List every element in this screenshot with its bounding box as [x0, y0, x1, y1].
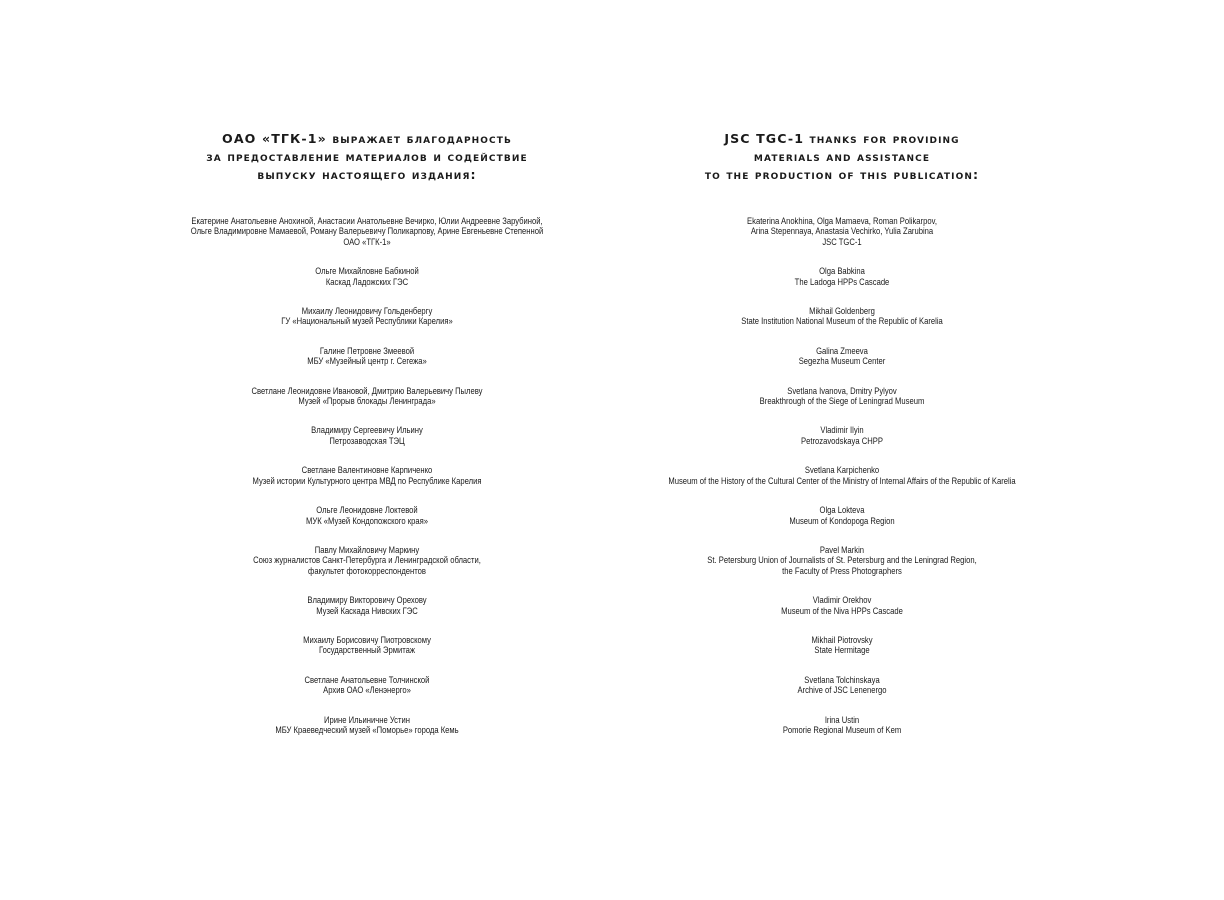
entry-line: Ольге Михайловне Бабкиной: [315, 266, 419, 277]
entry-line: Galina Zmeeva: [816, 345, 868, 356]
entry-line: Mikhail Piotrovsky: [811, 634, 873, 645]
entry-line: Museum of Kondopoga Region: [789, 515, 895, 526]
entry-line: Владимиру Сергеевичу Ильину: [311, 425, 423, 436]
entry-line: Olga Lokteva: [819, 505, 865, 516]
entry-line: ОАО «ТГК-1»: [343, 236, 391, 247]
entry-line: МБУ «Музейный центр г. Сегежа»: [307, 356, 427, 367]
entry-line: Svetlana Ivanova, Dmitry Pylyov: [787, 385, 897, 396]
russian-heading-line: выпуску настоящего издания:: [257, 167, 477, 182]
entry-line: Vladimir Ilyin: [820, 425, 864, 436]
entry-line: МБУ Краеведческий музей «Поморье» города Кемь: [275, 724, 459, 735]
entry-line: Segezha Museum Center: [798, 356, 886, 367]
acknowledgement-entry: [189, 715, 545, 736]
entry-line: Pomorie Regional Museum of Kem: [782, 724, 902, 735]
acknowledgement-entry: [189, 216, 545, 247]
entry-line: Olga Babkina: [819, 266, 865, 277]
acknowledgement-entry: [651, 306, 1033, 327]
english-column: [620, 130, 1064, 754]
acknowledgement-entry: [189, 306, 545, 327]
entry-line: Irina Ustin: [824, 714, 860, 725]
entry-line: Pavel Markin: [819, 544, 865, 555]
acknowledgement-entry: [651, 595, 1033, 616]
acknowledgement-entry: [189, 635, 545, 656]
entry-line: Museum of the Niva HPPs Cascade: [781, 605, 903, 616]
entry-line: Ekaterina Anokhina, Olga Mamaeva, Roman Polikarpov,: [747, 216, 937, 226]
entry-line: Музей Каскада Нивских ГЭС: [316, 605, 418, 616]
entry-line: Екатерине Анатольевне Анохиной, Анастасии Анатольевне Вечирко, Юлии Андреевне Зарубиной,: [191, 216, 543, 226]
entry-line: Ольге Владимировне Мамаевой, Роману Валерьевичу Поликарпову, Арине Евгеньевне Степенной: [190, 226, 544, 237]
acknowledgement-entry: [189, 545, 545, 576]
entry-line: Каскад Ладожских ГЭС: [325, 276, 409, 287]
english-heading-line: to the production of this publication:: [704, 167, 980, 182]
entry-line: Владимиру Викторовичу Орехову: [307, 595, 427, 606]
acknowledgement-entry: [189, 675, 545, 696]
acknowledgement-entry: [189, 346, 545, 367]
entry-line: Svetlana Tolchinskaya: [804, 674, 880, 685]
entry-line: Mikhail Goldenberg: [809, 306, 875, 317]
english-entry-list: [620, 216, 1064, 735]
acknowledgement-entry: [651, 635, 1033, 656]
acknowledgement-entry: [651, 266, 1033, 287]
entry-line: Ирине Ильиничне Устин: [324, 714, 410, 725]
acknowledgement-entry: [651, 545, 1033, 576]
entry-line: факультет фотокорреспондентов: [308, 565, 426, 576]
entry-line: Светлане Анатольевне Толчинской: [304, 674, 430, 685]
russian-heading-line: за предоставление материалов и содействие: [206, 149, 528, 164]
acknowledgement-entry: [189, 465, 545, 486]
entry-line: Михаилу Борисовичу Пиотровскому: [303, 634, 431, 645]
entry-line: ГУ «Национальный музей Республики Карелия»: [281, 316, 453, 327]
english-heading-line: materials and assistance: [753, 149, 931, 164]
acknowledgement-entry: [651, 386, 1033, 407]
russian-heading-line: ОАО «ТГК-1» выражает благодарность: [222, 131, 512, 146]
entry-line: Архив ОАО «Ленэнерго»: [323, 685, 411, 696]
entry-line: Павлу Михайловичу Маркину: [314, 544, 420, 555]
entry-line: Museum of the History of the Cultural Center of the Ministry of Internal Affairs of the Republic of Karelia: [668, 475, 1016, 486]
acknowledgement-entry: [189, 386, 545, 407]
acknowledgement-entry: [189, 505, 545, 526]
entry-line: Музей «Прорыв блокады Ленинграда»: [298, 396, 436, 407]
entry-line: St. Petersburg Union of Journalists of St. Petersburg and the Leningrad Region,: [707, 555, 977, 566]
entry-line: Ольге Леонидовне Локтевой: [316, 505, 418, 516]
acknowledgement-entry: [651, 505, 1033, 526]
english-heading-line: JSC TGC-1 thanks for providing: [724, 131, 960, 146]
entry-line: МУК «Музей Кондопожского края»: [305, 515, 428, 526]
entry-line: Государственный Эрмитаж: [318, 645, 416, 656]
entry-line: Svetlana Karpichenko: [804, 465, 880, 476]
acknowledgement-entry: [651, 346, 1033, 367]
entry-line: Светлане Леонидовне Ивановой, Дмитрию Валерьевичу Пылеву: [251, 385, 483, 396]
english-heading: [620, 130, 1064, 184]
entry-line: the Faculty of Press Photographers: [782, 565, 902, 576]
entry-line: Archive of JSC Lenenergo: [797, 685, 887, 696]
entry-line: JSC TGC-1: [822, 236, 862, 247]
entry-line: Михаилу Леонидовичу Гольденбергу: [301, 306, 433, 317]
acknowledgement-entry: [651, 465, 1033, 486]
russian-entry-list: [160, 216, 574, 735]
acknowledgement-entry: [651, 675, 1033, 696]
acknowledgement-entry: [189, 266, 545, 287]
acknowledgement-entry: [651, 715, 1033, 736]
acknowledgement-entry: [189, 595, 545, 616]
entry-line: Галине Петровне Змеевой: [319, 345, 415, 356]
entry-line: Petrozavodskaya CHPP: [801, 435, 883, 446]
entry-line: Союз журналистов Санкт-Петербурга и Ленинградской области,: [253, 555, 481, 566]
russian-column: [160, 130, 574, 754]
russian-heading: [160, 130, 574, 184]
entry-line: Петрозаводская ТЭЦ: [329, 435, 405, 446]
entry-line: State Hermitage: [814, 645, 870, 656]
entry-line: Arina Stepennaya, Anastasia Vechirko, Yulia Zarubina: [750, 226, 934, 237]
acknowledgement-entry: [651, 425, 1033, 446]
entry-line: The Ladoga HPPs Cascade: [794, 276, 890, 287]
acknowledgement-entry: [651, 216, 1033, 247]
acknowledgement-entry: [189, 425, 545, 446]
entry-line: Vladimir Orekhov: [812, 595, 872, 606]
entry-line: Breakthrough of the Siege of Leningrad Museum: [759, 396, 925, 407]
entry-line: Музей истории Культурного центра МВД по Республике Карелия: [252, 475, 482, 486]
entry-line: State Institution National Museum of the Republic of Karelia: [741, 316, 943, 327]
entry-line: Светлане Валентиновне Карпиченко: [301, 465, 433, 476]
